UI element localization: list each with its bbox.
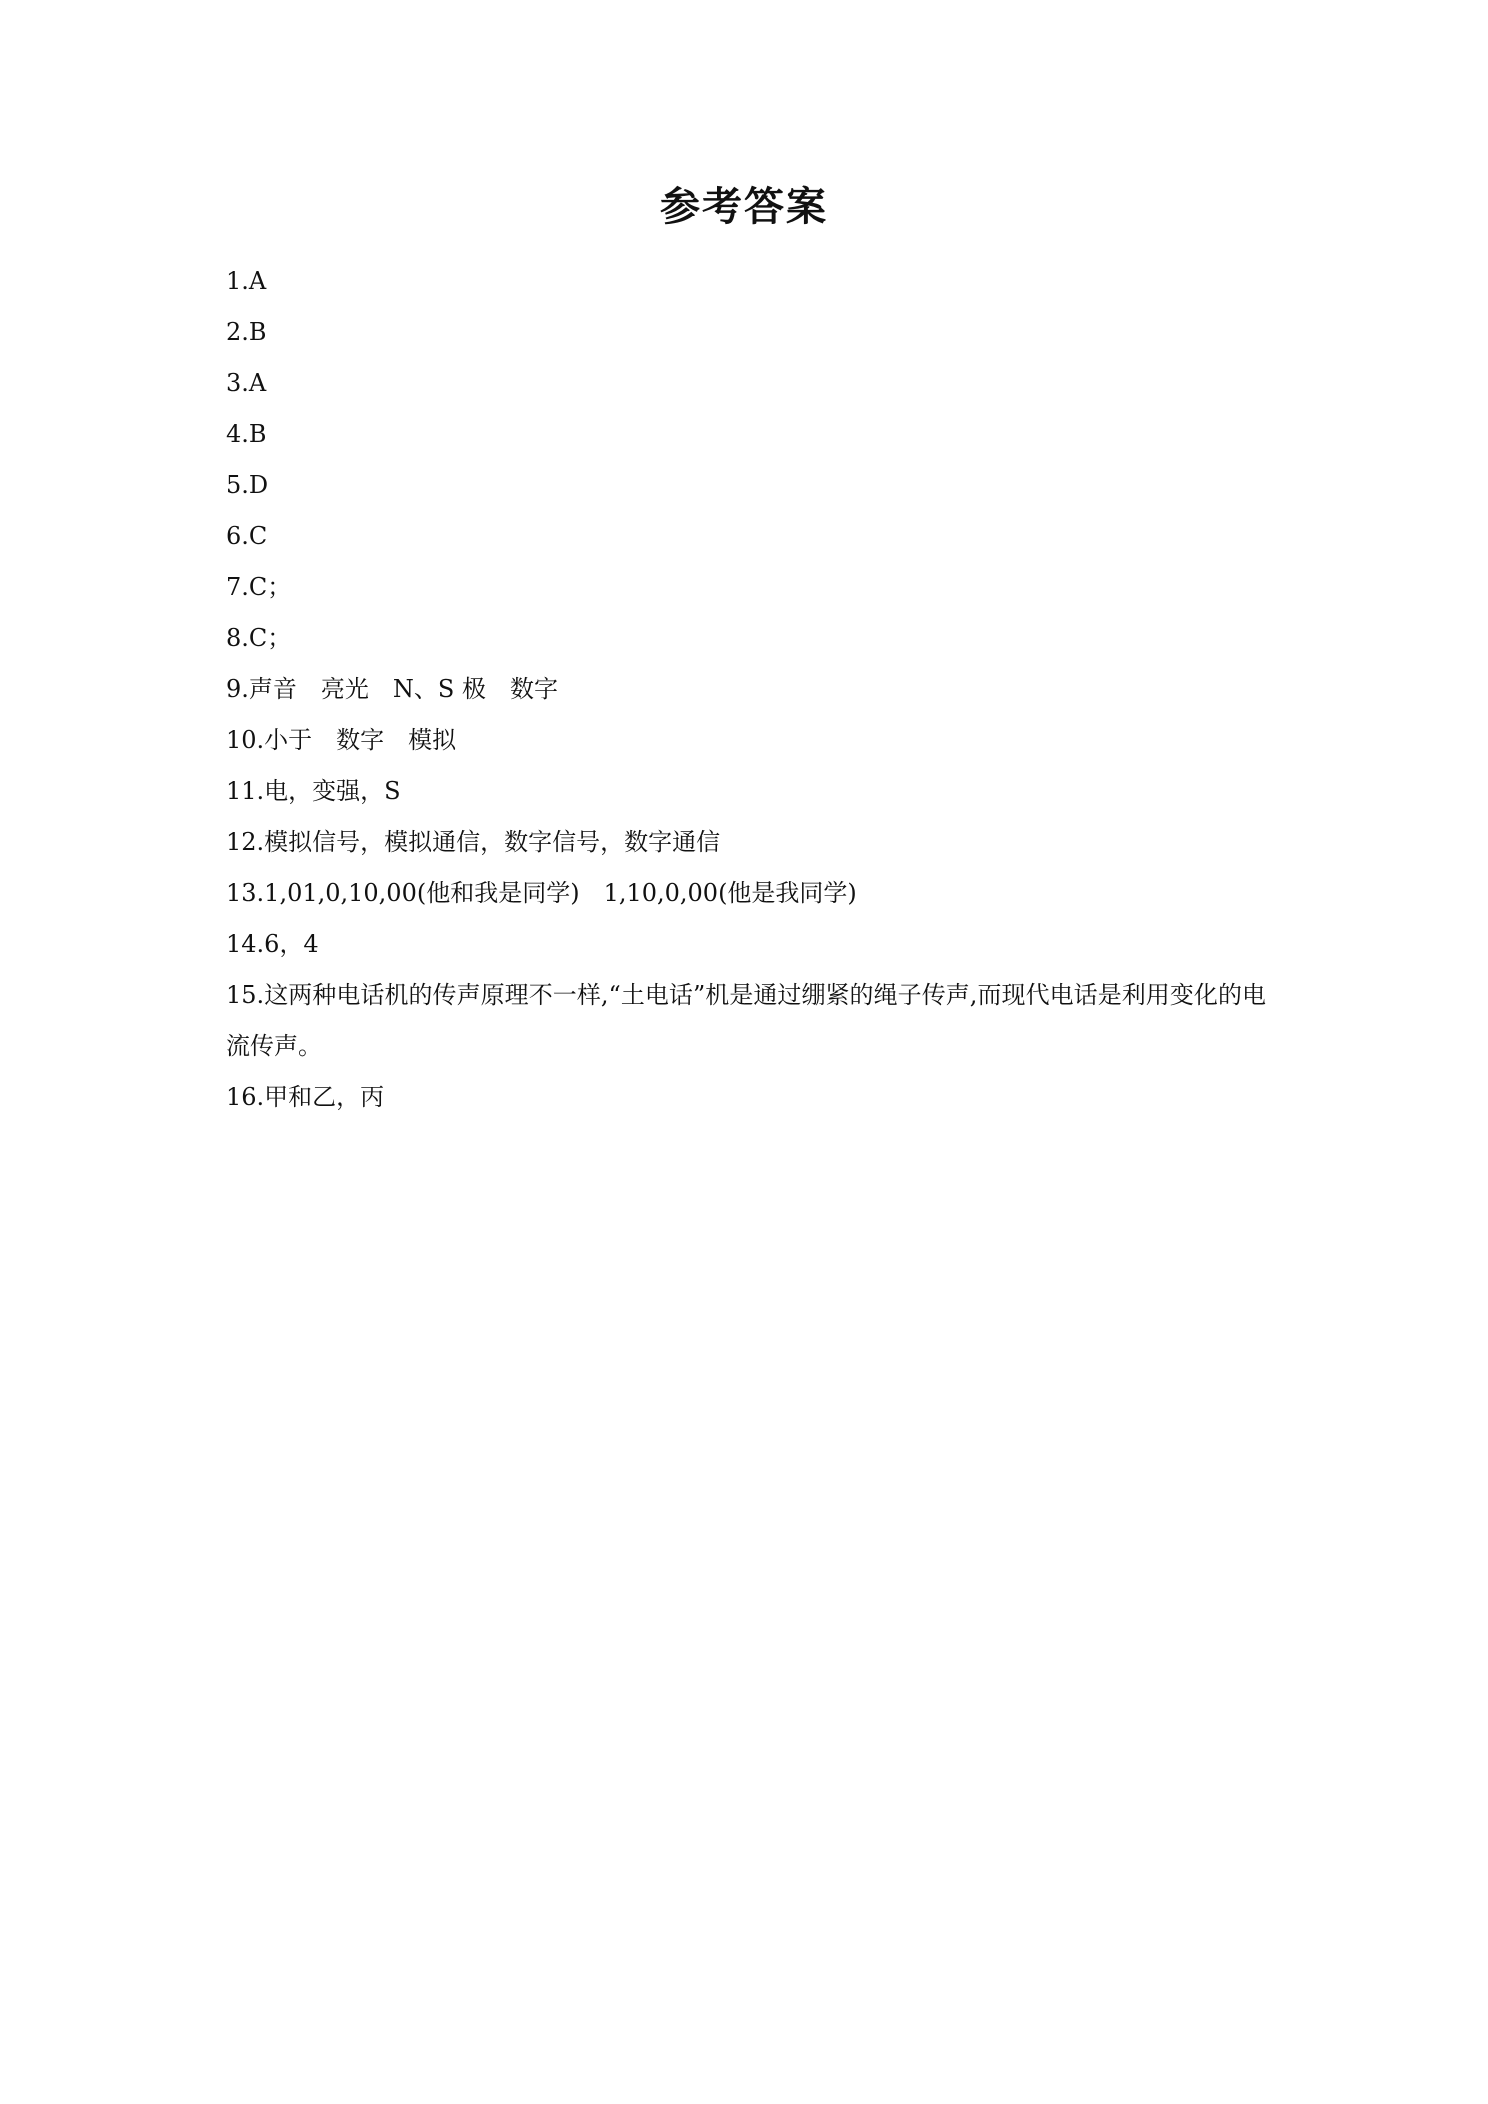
answer-item-16: 16.甲和乙，丙 — [226, 1083, 385, 1111]
answer-item-8: 8.C； — [226, 624, 292, 652]
answer-item-13: 13.1,01,0,10,00(他和我是同学) 1,10,0,00(他是我同学) — [226, 879, 857, 907]
answer-item-1: 1.A — [226, 267, 267, 295]
answer-item-15: 15.这两种电话机的传声原理不一样,“土电话”机是通过绷紧的绳子传声,而现代电话是利用变化的电流传声。 — [226, 981, 1266, 1060]
answer-item-14: 14.6，4 — [226, 930, 319, 958]
page-title: 参考答案 — [660, 184, 828, 230]
answer-item-3: 3.A — [226, 369, 267, 397]
answer-item-4: 4.B — [226, 420, 267, 448]
answer-item-2: 2.B — [226, 318, 267, 346]
answer-list — [226, 256, 1266, 1123]
answer-item-12: 12.模拟信号，模拟通信，数字信号，数字通信 — [226, 828, 721, 856]
answer-item-7: 7.C； — [226, 573, 292, 601]
answer-item-9: 9.声音 亮光 N、S 极 数字 — [226, 675, 558, 703]
answer-item-6: 6.C — [226, 522, 268, 550]
answer-item-11: 11.电，变强，S — [226, 777, 401, 805]
answer-item-10: 10.小于 数字 模拟 — [226, 726, 457, 754]
answer-item-5: 5.D — [226, 471, 269, 499]
